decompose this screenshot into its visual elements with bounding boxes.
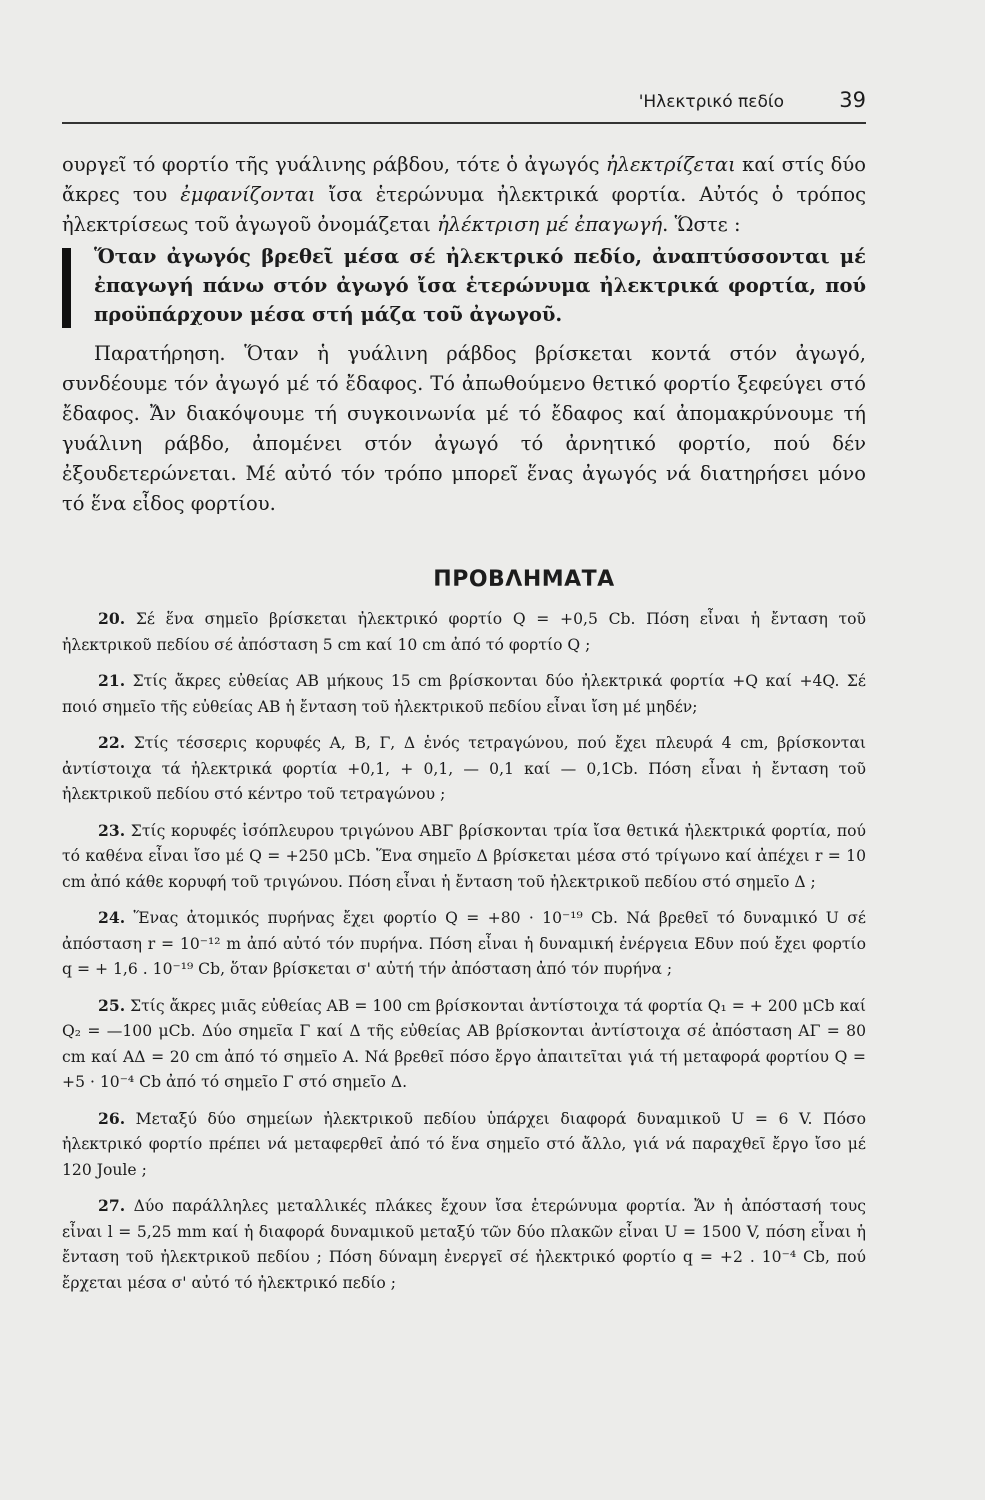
problem-number: 26. xyxy=(98,1108,126,1128)
problem-text: Ἕνας ἀτομικός πυρήνας ἔχει φορτίο Q = +80 · 10⁻¹⁹ Cb. Νά βρεθεῖ τό δυναμικό U σέ ἀπόσταση r = 10⁻¹² m ἀπό αὐτό τόν πυρήνα. Πόση εἶναι ἡ δυναμική ἐνέργεια Eδυν πού ἔχει φορτίο q = + 1,6 . 10⁻¹⁹ Cb, ὅταν βρίσκεται σ' αὐτή τήν ἀπόσταση ἀπό τόν πυρήνα ; xyxy=(62,909,866,978)
running-header xyxy=(62,88,866,124)
problem-number: 27. xyxy=(98,1196,126,1215)
intro-emphasis-1: ἠλεκτρίζεται xyxy=(605,153,736,176)
problem-item xyxy=(62,668,866,720)
problem-number: 21. xyxy=(98,671,126,690)
intro-text-4: . Ὥστε : xyxy=(662,213,741,236)
problem-item xyxy=(62,905,866,983)
margin-bar xyxy=(62,248,71,328)
section-title: ΠΡΟΒΛΗΜΑΤΑ xyxy=(433,567,615,592)
note-paragraph xyxy=(62,339,866,519)
highlight-statement xyxy=(62,242,866,329)
note-text: Ὅταν ἡ γυάλινη ράβδος βρίσκεται κοντά στόν ἀγωγό, συνδέουμε τόν ἀγωγό μέ τό ἔδαφος. Τό ἀπωθούμενο θετικό φορτίο ξεφεύγει στό ἔδαφος. Ἄν διακόψουμε τή συγκοινωνία μέ τό ἔδαφος καί ἀπομακρύνουμε τή γυάλινη ράβδο, ἀπομένει στόν ἀγωγό τό ἀρνητικό φορτίο, πού δέν ἐξουδετερώνεται. Μέ αὐτό τόν τρόπο μπορεῖ ἕνας ἀγωγός νά διατηρήσει μόνο τό ἕνα εἶδος φορτίου. xyxy=(62,342,866,515)
problem-text: Στίς κορυφές ἰσόπλευρου τριγώνου ΑΒΓ βρίσκονται τρία ἴσα θετικά ἠλεκτρικά φορτία, πού τό καθένα εἶναι ἴσο μέ Q = +250 μCb. Ἕνα σημεῖο Δ βρίσκεται μέσα στό τρίγωνο καί ἀπέχει r = 10 cm ἀπό κάθε κορυφή τοῦ τριγώνου. Πόση εἶναι ἡ ἔνταση τοῦ ἠλεκτρικοῦ πεδίου στό σημεῖο Δ ; xyxy=(62,821,866,891)
intro-emphasis-3: ἠλέκτριση μέ ἐπαγωγή xyxy=(437,213,663,236)
problem-text: Στίς ἄκρες εὐθείας ΑΒ μήκους 15 cm βρίσκονται δύο ἠλεκτρικά φορτία +Q καί +4Q. Σέ ποιό σημεῖο τῆς εὐθείας ΑΒ ἡ ἔνταση τοῦ ἠλεκτρικοῦ πεδίου εἶναι ἴση μέ μηδέν; xyxy=(62,672,866,716)
problem-text: Δύο παράλληλες μεταλλικές πλάκες ἔχουν ἴσα ἑτερώνυμα φορτία. Ἄν ἡ ἀπόστασή τους εἶναι l = 5,25 mm καί ἡ διαφορά δυναμικοῦ μεταξύ τῶν δύο πλακῶν εἶναι U = 1500 V, πόση εἶναι ἡ ἔνταση τοῦ ἠλεκτρικοῦ πεδίου ; Πόση δύναμη ἐνεργεῖ σέ ἠλεκτρικό φορτίο q = +2 . 10⁻⁴ Cb, πού ἔρχεται μέσα σ' αὐτό τό ἠλεκτρικό πεδίο ; xyxy=(62,1197,866,1292)
problem-number: 20. xyxy=(98,609,126,628)
problem-text: Μεταξύ δύο σημείων ἠλεκτρικοῦ πεδίου ὑπάρχει διαφορά δυναμικοῦ U = 6 V. Πόσο ἠλεκτρικό φορτίο πρέπει νά μεταφερθεῖ ἀπό τό ἕνα σημεῖο στό ἄλλο, γιά νά παραχθεῖ ἔργο ἴσο μέ 120 Joule ; xyxy=(62,1109,866,1179)
problem-item xyxy=(62,993,866,1096)
problem-text: Στίς ἄκρες μιᾶς εὐθείας ΑΒ = 100 cm βρίσκονται ἀντίστοιχα τά φορτία Q₁ = + 200 μCb καί Q₂ = —100 μCb. Δύο σημεῖα Γ καί Δ τῆς εὐθείας ΑΒ βρίσκονται ἀντίστοιχα σέ ἀπόσταση ΑΓ = 80 cm καί ΑΔ = 20 cm ἀπό τό σημεῖο Α. Νά βρεθεῖ πόσο ἔργο ἀπαιτεῖται γιά τή μεταφορά φορτίου Q = +5 · 10⁻⁴ Cb ἀπό τό σημεῖο Γ στό σημεῖο Δ. xyxy=(62,996,866,1091)
problem-item xyxy=(62,1106,866,1184)
page-number: 39 xyxy=(839,88,866,112)
intro-text-3: ἴσα ἑτερώνυμα ἠλεκτρικά φορτία. Αὐτός ὁ τρόπος ἠλεκτρίσεως τοῦ ἀγωγοῦ ὀνομάζεται xyxy=(62,183,866,236)
highlight-text: Ὅταν ἀγωγός βρεθεῖ μέσα σέ ἠλεκτρικό πεδίο, ἀναπτύσσονται μέ ἐπαγωγή πάνω στόν ἀγωγό ἴσα ἑτερώνυμα ἠλεκτρικά φορτία, πού προϋπάρχουν μέσα στή μάζα τοῦ ἀγωγοῦ. xyxy=(94,245,866,326)
problem-list xyxy=(62,606,866,1296)
problem-text: Σέ ἕνα σημεῖο βρίσκεται ἠλεκτρικό φορτίο Q = +0,5 Cb. Πόση εἶναι ἡ ἔνταση τοῦ ἠλεκτρικοῦ πεδίου σέ ἀπόσταση 5 cm καί 10 cm ἀπό τό φορτίο Q ; xyxy=(62,610,866,654)
intro-paragraph xyxy=(62,150,866,240)
intro-text-1: ουργεῖ τό φορτίο τῆς γυάλινης ράβδου, τότε ὁ ἀγωγός xyxy=(62,153,606,176)
problem-item xyxy=(62,1193,866,1296)
problem-item xyxy=(62,606,866,658)
chapter-title: 'Ηλεκτρικό πεδίο xyxy=(638,92,784,112)
problem-item xyxy=(62,818,866,896)
problem-item xyxy=(62,730,866,808)
page-body xyxy=(62,150,866,1306)
problem-number: 24. xyxy=(98,908,126,927)
problem-number: 25. xyxy=(98,995,126,1015)
intro-emphasis-2: ἐμφανίζονται xyxy=(180,183,316,206)
problem-number: 22. xyxy=(98,733,126,752)
intro-text-2: καί στίς δύο ἄκρες του xyxy=(62,153,866,206)
problem-text: Στίς τέσσερις κορυφές Α, Β, Γ, Δ ἑνός τετραγώνου, πού ἔχει πλευρά 4 cm, βρίσκονται ἀντίστοιχα τά ἠλεκτρικά φορτία +0,1, + 0,1, — 0,1 καί — 0,1Cb. Πόση εἶναι ἡ ἔνταση τοῦ ἠλεκτρικοῦ πεδίου στό κέντρο τοῦ τετραγώνου ; xyxy=(62,734,866,803)
problem-number: 23. xyxy=(98,820,126,840)
note-lead: Παρατήρηση. xyxy=(94,342,226,365)
